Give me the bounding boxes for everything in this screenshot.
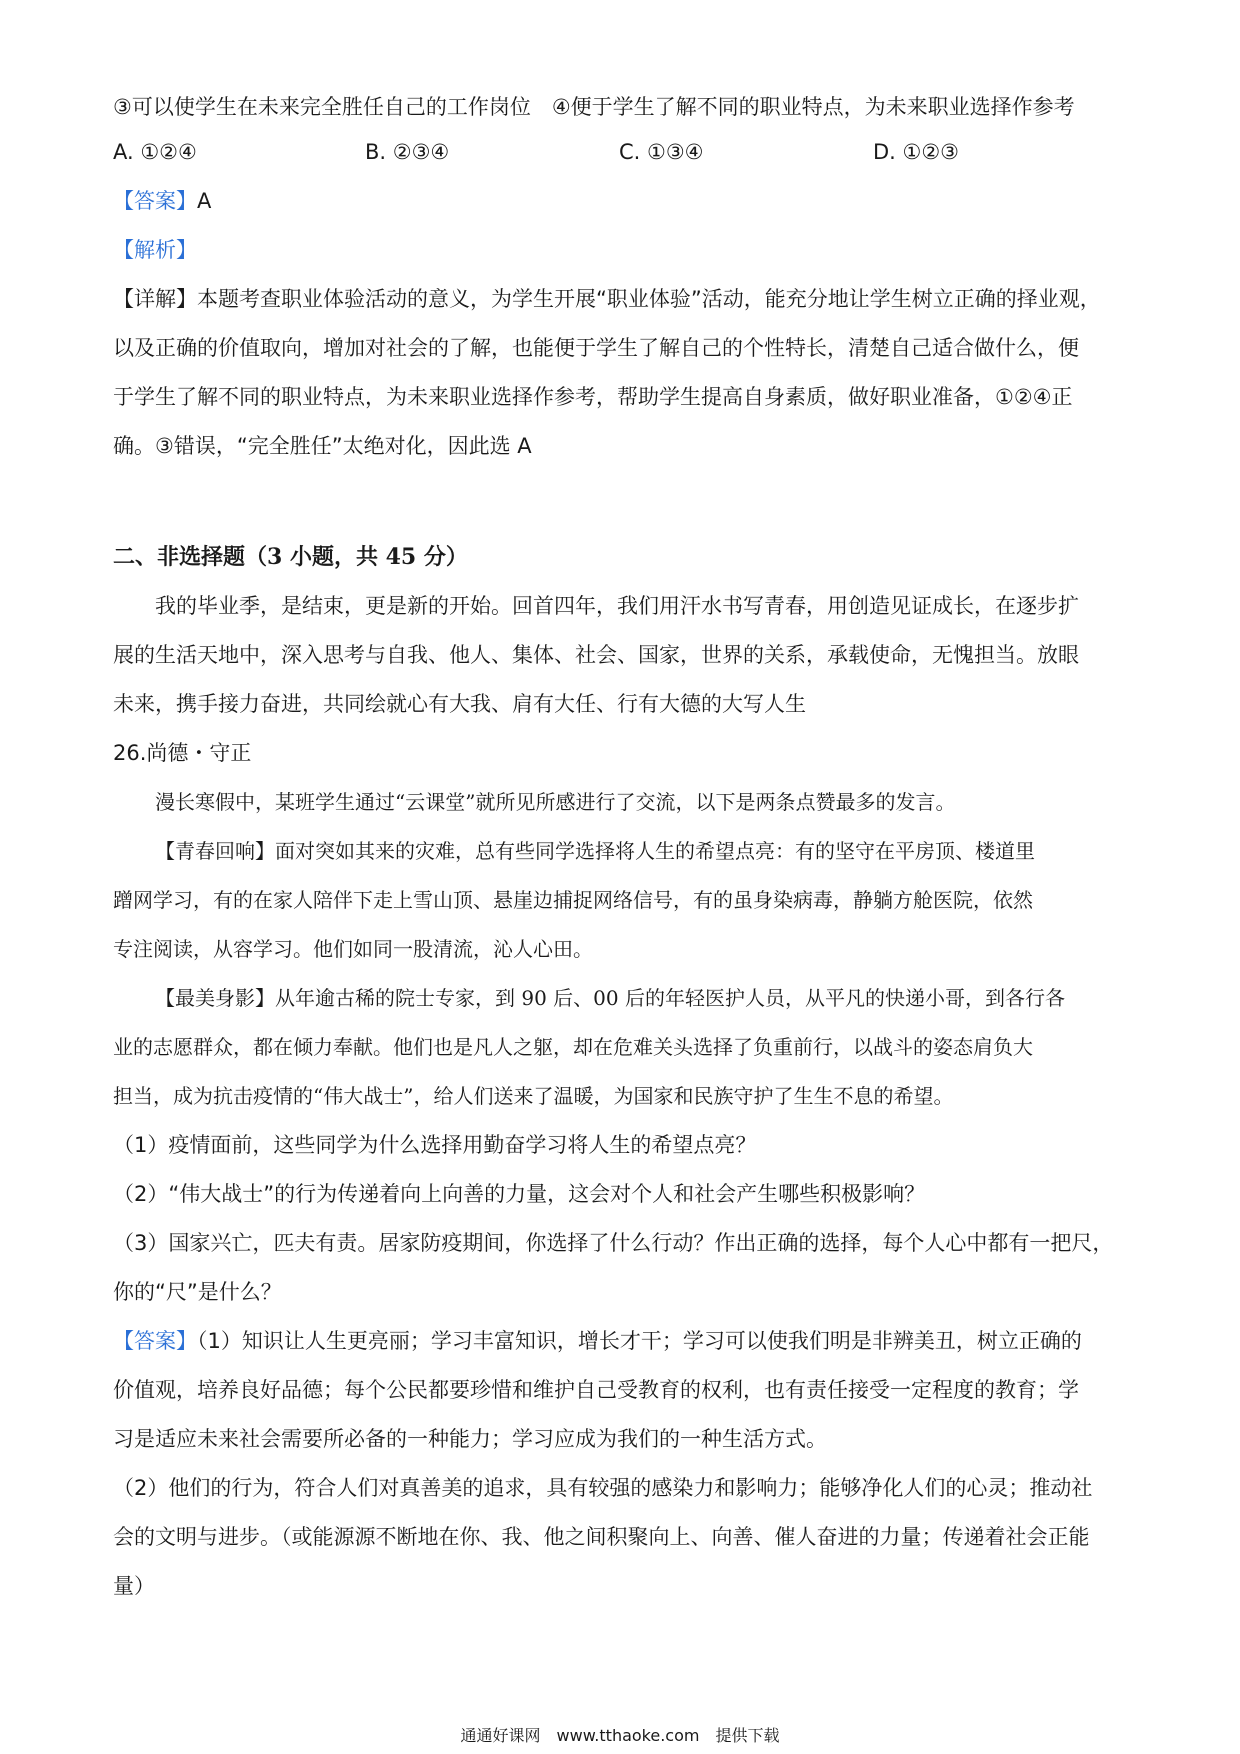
intro-line: 未来，携手接力奋进，共同绘就心有大我、肩有大任、行有大德的大写人生 (113, 692, 806, 716)
detail-line: 【详解】本题考查职业体验活动的意义，为学生开展“职业体验”活动，能充分地让学生树立正确的择业观， (113, 287, 1101, 311)
answer-row (113, 186, 211, 216)
intro-line: 我的毕业季，是结束，更是新的开始。回首四年，我们用汗水书写青春，用创造见证成长，在逐步扩 (155, 594, 1079, 618)
detail-line: 以及正确的价值取向，增加对社会的了解，也能便于学生了解自己的个性特长，清楚自己适合做什么，便 (113, 336, 1079, 360)
section-heading: 二、非选择题（3 小题，共 45 分） (113, 544, 468, 570)
answer-line: 会的文明与进步。（或能源源不断地在你、我、他之间积聚向上、向善、催人奋进的力量；传递着社会正能 (113, 1525, 1090, 1549)
material-line: 专注阅读，从容学习。他们如同一股清流，沁人心田。 (113, 937, 593, 961)
answer-line: 量） (113, 1574, 155, 1598)
page-footer: 通通好课网 www.tthaoke.com 提供下载 (460, 1726, 780, 1745)
sub-question: 你的“尺”是什么？ (113, 1280, 282, 1304)
material-line: 漫长寒假中，某班学生通过“云课堂”就所见所感进行了交流，以下是两条点赞最多的发言。 (155, 790, 956, 814)
choice-d: D. ①②③ (873, 140, 959, 164)
material-line: 业的志愿群众，都在倾力奉献。他们也是凡人之躯，却在危难关头选择了负重前行，以战斗的姿态肩负大 (113, 1035, 1033, 1059)
answer-line: 习是适应未来社会需要所必备的一种能力；学习应成为我们的一种生活方式。 (113, 1427, 827, 1451)
choice-b: B. ②③④ (365, 140, 450, 164)
detail-line: 确。③错误，“完全胜任”太绝对化，因此选 A (113, 434, 532, 458)
question-title: 26.尚德・守正 (113, 741, 252, 765)
material-line: 【最美身影】从年逾古稀的院士专家，到 90 后、00 后的年轻医护人员，从平凡的快递小哥，到各行各 (155, 986, 1065, 1010)
sub-question: （2）“伟大战士”的行为传递着向上向善的力量，这会对个人和社会产生哪些积极影响？ (113, 1182, 926, 1206)
sub-question: （1）疫情面前，这些同学为什么选择用勤奋学习将人生的希望点亮？ (113, 1133, 757, 1157)
choice-a: A. ①②④ (113, 140, 197, 164)
detail-line: 于学生了解不同的职业特点，为未来职业选择作参考，帮助学生提高自身素质，做好职业准备，①②④正 (113, 385, 1073, 409)
sub-question: （3）国家兴亡，匹夫有责。居家防疫期间，你选择了什么行动？作出正确的选择，每个人心中都有一把尺， (113, 1231, 1114, 1255)
choice-c: C. ①③④ (619, 140, 704, 164)
answer-label: 【答案】 (113, 189, 197, 213)
answer-line: 【答案】（1）知识让人生更亮丽；学习丰富知识，增长才干；学习可以使我们明是非辨美丑，树立正确的 (113, 1329, 1082, 1353)
answer-line: （2）他们的行为，符合人们对真善美的追求，具有较强的感染力和影响力；能够净化人们的心灵；推动社 (113, 1476, 1093, 1500)
option-line: ③可以使学生在未来完全胜任自己的工作岗位 ④便于学生了解不同的职业特点，为未来职业选择作参考 (113, 95, 1075, 119)
answer-label: 【答案】 (113, 1329, 197, 1353)
answer-value: A (197, 189, 212, 213)
analysis-label: 【解析】 (113, 238, 197, 262)
answer-line: 价值观，培养良好品德；每个公民都要珍惜和维护自己受教育的权利，也有责任接受一定程度的教育；学 (113, 1378, 1079, 1402)
material-line: 蹭网学习，有的在家人陪伴下走上雪山顶、悬崖边捕捉网络信号，有的虽身染病毒，静躺方舱医院，依然 (113, 888, 1033, 912)
material-line: 担当，成为抗击疫情的“伟大战士”，给人们送来了温暖，为国家和民族守护了生生不息的希望。 (113, 1084, 954, 1108)
intro-line: 展的生活天地中，深入思考与自我、他人、集体、社会、国家，世界的关系，承载使命，无愧担当。放眼 (113, 643, 1079, 667)
material-line: 【青春回响】面对突如其来的灾难，总有些同学选择将人生的希望点亮：有的坚守在平房顶、楼道里 (155, 839, 1035, 863)
